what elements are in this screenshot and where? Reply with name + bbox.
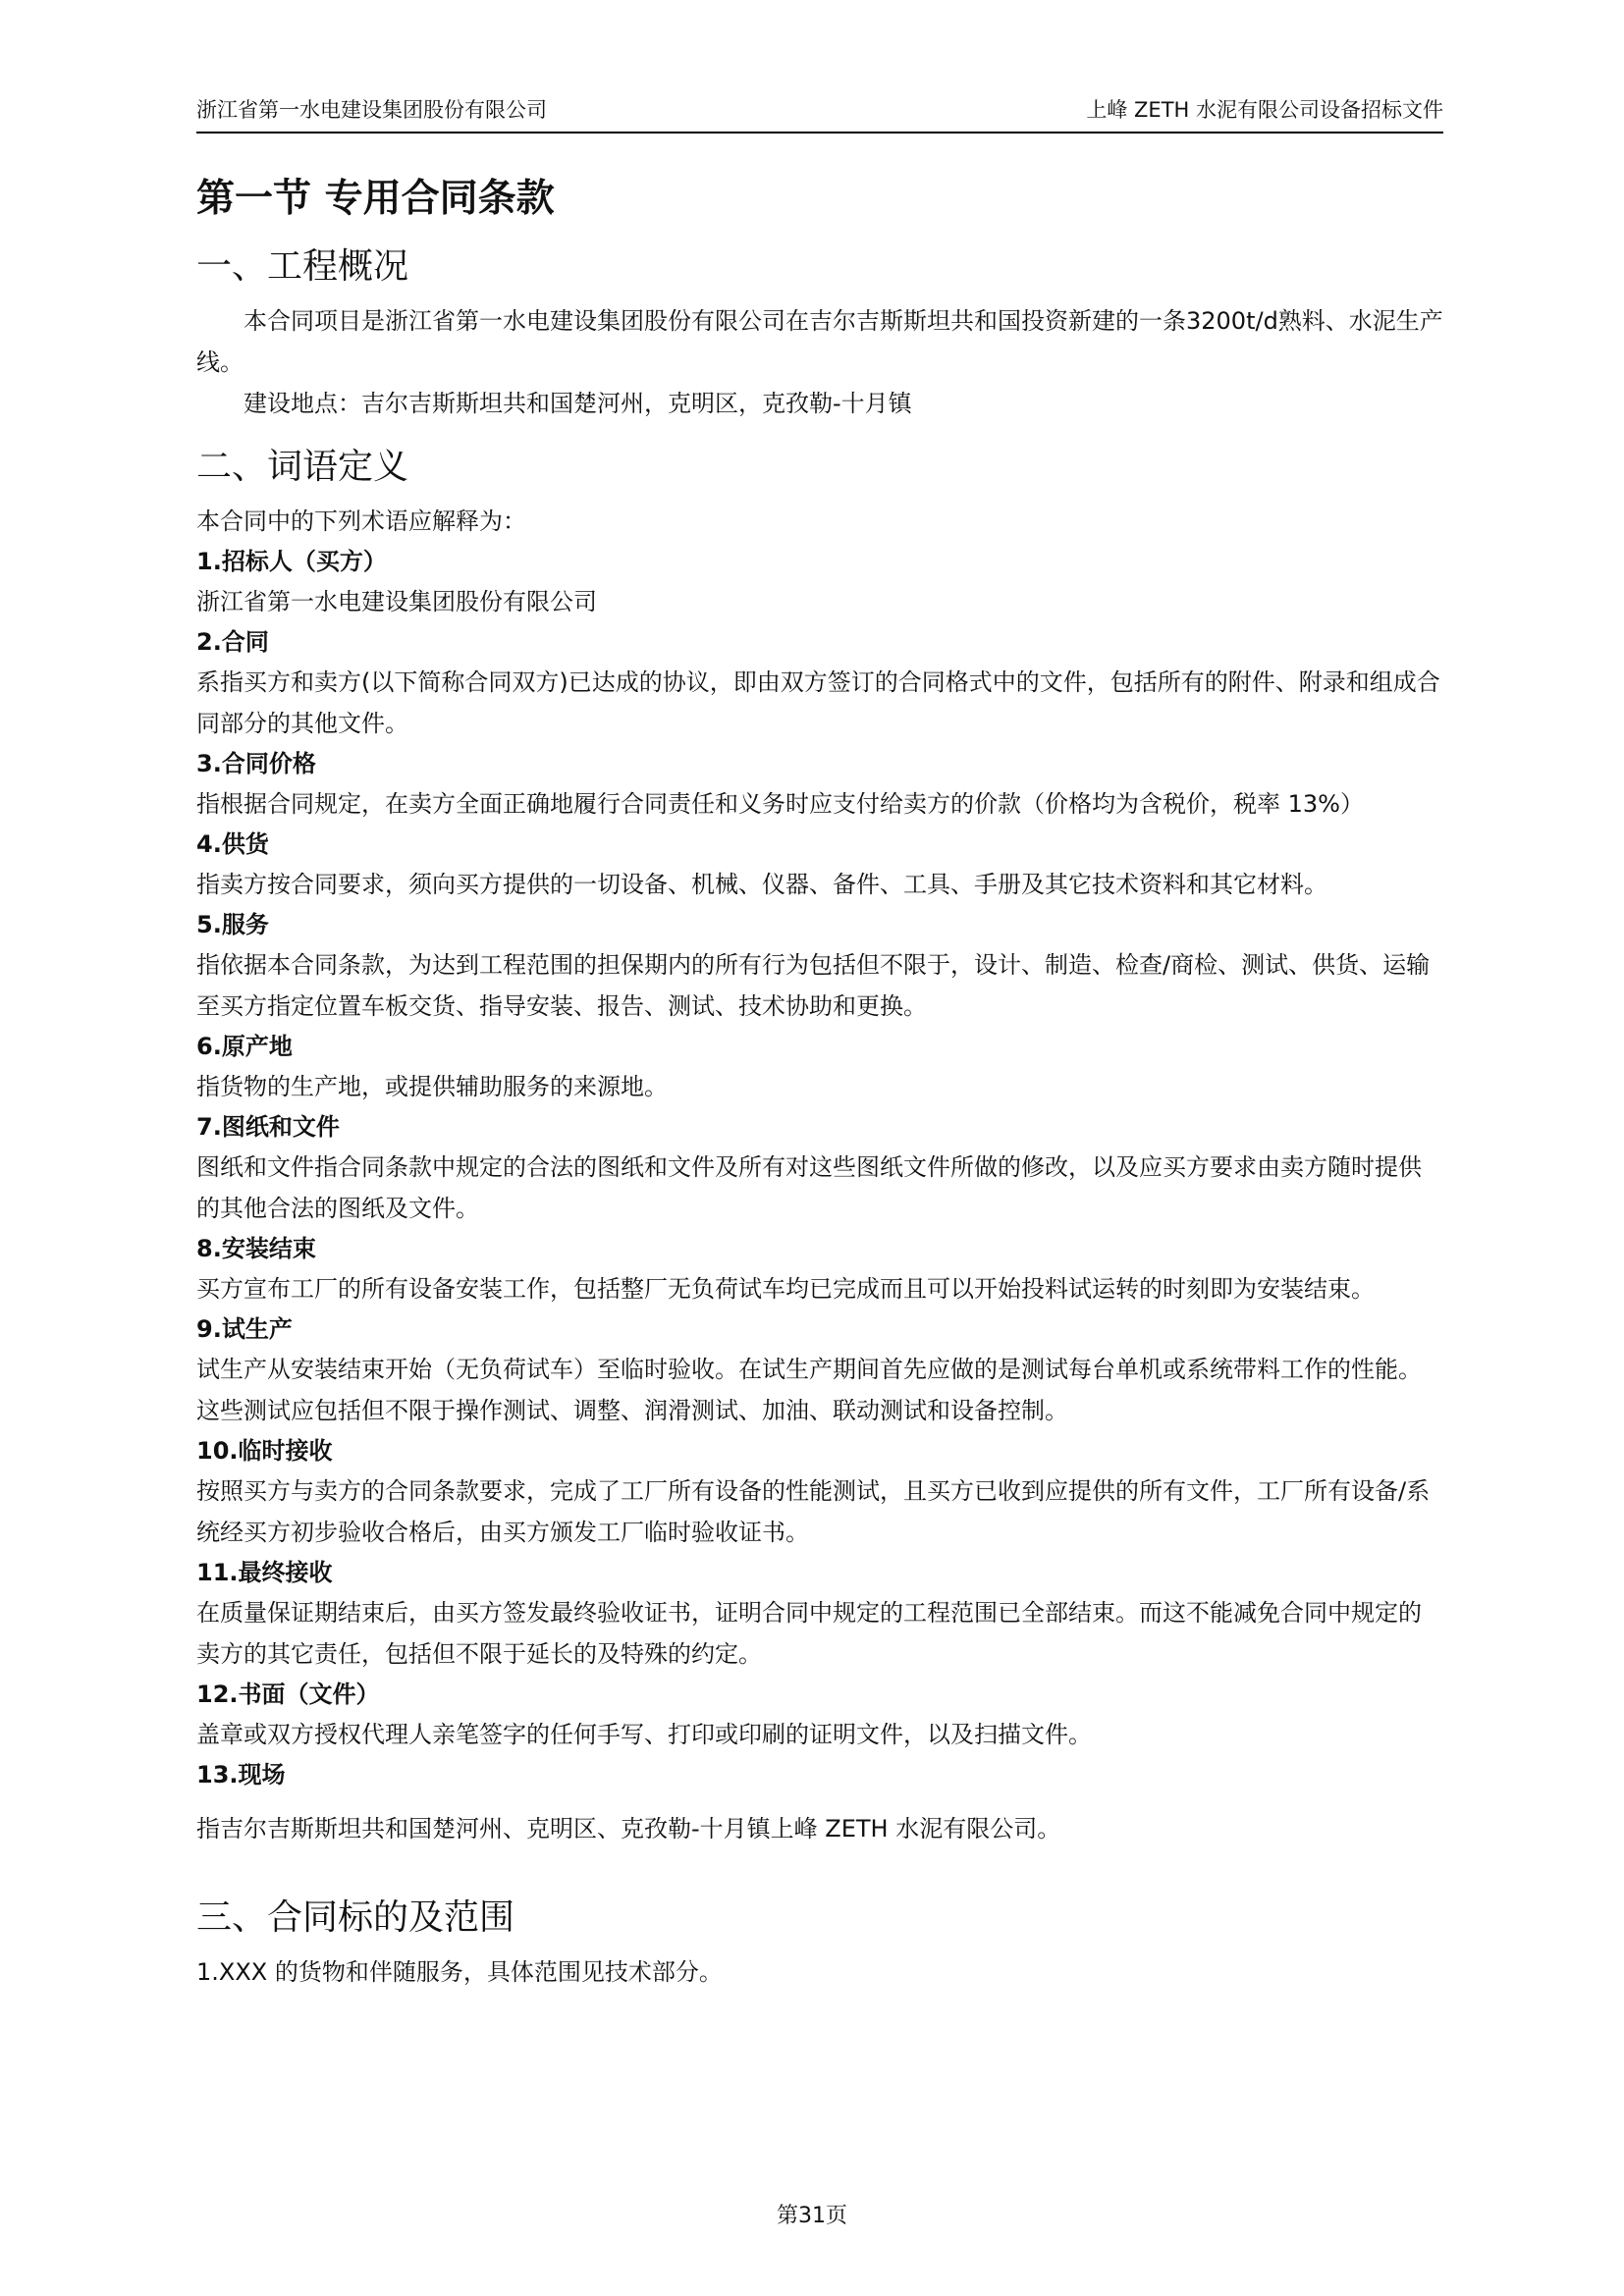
project-description: 本合同项目是浙江省第一水电建设集团股份有限公司在吉尔吉斯斯坦共和国投资新建的一条3200t/d熟料、水泥生产线。	[196, 307, 1443, 376]
term-item	[196, 1675, 1443, 1755]
term-title: 8.安装结束	[196, 1235, 316, 1262]
term-title: 12.书面（文件）	[196, 1681, 380, 1708]
header-right-document: 上峰 ZETH 水泥有限公司设备招标文件	[1086, 98, 1443, 122]
term-title: 1.招标人（买方）	[196, 548, 387, 575]
term-item	[196, 1309, 1443, 1431]
term-item	[196, 622, 1443, 744]
term-title: 6.原产地	[196, 1033, 293, 1060]
term-title: 11.最终接收	[196, 1559, 333, 1586]
term-item	[196, 542, 1443, 622]
term-item	[196, 1027, 1443, 1107]
heading-project-overview: 一、工程概况	[196, 246, 409, 287]
term-item	[196, 905, 1443, 1027]
term-text: 在质量保证期结束后，由买方签发最终验收证书，证明合同中规定的工程范围已全部结束。而这不能减免合同中规定的卖方的其它责任，包括但不限于延长的及特殊的约定。	[196, 1599, 1422, 1668]
term-title: 13.现场	[196, 1761, 286, 1789]
construction-site: 建设地点：吉尔吉斯斯坦共和国楚河州，克明区，克孜勒-十月镇	[244, 390, 912, 417]
section-title: 第一节 专用合同条款	[196, 177, 555, 221]
term-title: 5.服务	[196, 911, 269, 938]
term-title: 10.临时接收	[196, 1437, 333, 1465]
term-item	[196, 744, 1443, 825]
term-text: 买方宣布工厂的所有设备安装工作，包括整厂无负荷试车均已完成而且可以开始投料试运转的时刻即为安装结束。	[196, 1275, 1375, 1303]
term-text: 指货物的生产地，或提供辅助服务的来源地。	[196, 1073, 668, 1100]
term-list	[196, 542, 1443, 1849]
term-item	[196, 1755, 1443, 1849]
page-header	[196, 94, 1443, 133]
term-title: 4.供货	[196, 830, 269, 858]
term-text: 按照买方与卖方的合同条款要求，完成了工厂所有设备的性能测试，且买方已收到应提供的所有文件，工厂所有设备/系统经买方初步验收合格后，由买方颁发工厂临时验收证书。	[196, 1477, 1431, 1546]
term-item	[196, 825, 1443, 905]
definitions-intro: 本合同中的下列术语应解释为：	[196, 507, 526, 535]
term-text: 指吉尔吉斯斯坦共和国楚河州、克明区、克孜勒-十月镇上峰 ZETH 水泥有限公司。	[196, 1815, 1061, 1842]
term-text: 指卖方按合同要求，须向买方提供的一切设备、机械、仪器、备件、工具、手册及其它技术资料和其它材料。	[196, 871, 1327, 898]
term-item	[196, 1431, 1443, 1553]
heading-contract-scope: 三、合同标的及范围	[196, 1897, 515, 1938]
term-text: 图纸和文件指合同条款中规定的合法的图纸和文件及所有对这些图纸文件所做的修改，以及应买方要求由卖方随时提供的其他合法的图纸及文件。	[196, 1153, 1422, 1222]
contract-scope-text: 1.XXX 的货物和伴随服务，具体范围见技术部分。	[196, 1958, 723, 1986]
heading-definitions: 二、词语定义	[196, 447, 409, 487]
header-left-company: 浙江省第一水电建设集团股份有限公司	[196, 98, 547, 122]
term-title: 3.合同价格	[196, 750, 316, 777]
term-text: 试生产从安装结束开始（无负荷试车）至临时验收。在试生产期间首先应做的是测试每台单机或系统带料工作的性能。这些测试应包括但不限于操作测试、调整、润滑测试、加油、联动测试和设备控制。	[196, 1356, 1422, 1424]
page-number: 第31页	[777, 2204, 847, 2228]
term-item	[196, 1107, 1443, 1229]
term-text: 盖章或双方授权代理人亲笔签字的任何手写、打印或印刷的证明文件，以及扫描文件。	[196, 1721, 1092, 1748]
term-item	[196, 1229, 1443, 1309]
term-text: 指依据本合同条款，为达到工程范围的担保期内的所有行为包括但不限于，设计、制造、检查/商检、测试、供货、运输至买方指定位置车板交货、指导安装、报告、测试、技术协助和更换。	[196, 951, 1431, 1020]
page-content	[196, 175, 1443, 1993]
term-title: 9.试生产	[196, 1315, 293, 1343]
term-title: 7.图纸和文件	[196, 1113, 340, 1141]
term-text: 系指买方和卖方(以下简称合同双方)已达成的协议，即由双方签订的合同格式中的文件，包括所有的附件、附录和组成合同部分的其他文件。	[196, 668, 1440, 737]
term-title: 2.合同	[196, 628, 269, 656]
term-item	[196, 1553, 1443, 1675]
term-text: 指根据合同规定，在卖方全面正确地履行合同责任和义务时应支付给卖方的价款（价格均为含税价，税率 13%）	[196, 790, 1364, 818]
term-text: 浙江省第一水电建设集团股份有限公司	[196, 588, 597, 615]
